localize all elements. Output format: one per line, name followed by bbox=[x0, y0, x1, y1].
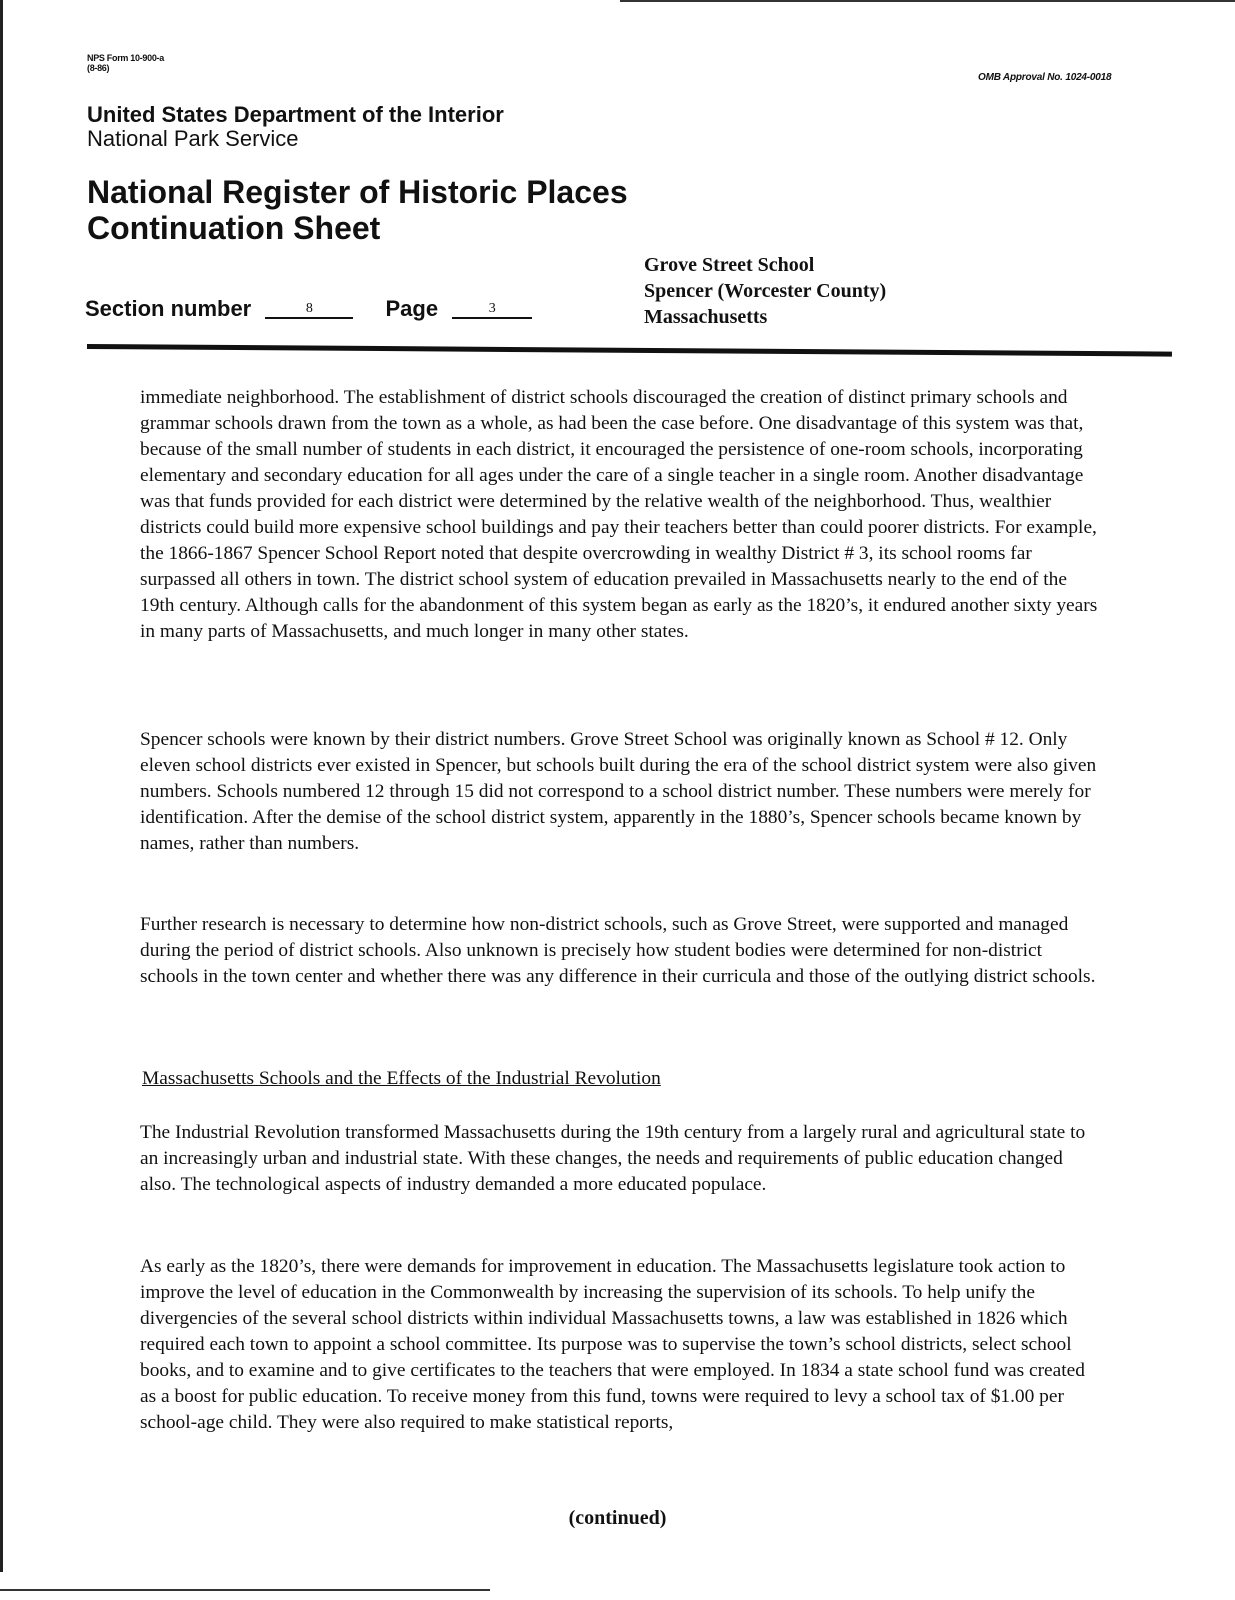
document-title bbox=[87, 174, 628, 246]
scan-edge-left bbox=[0, 0, 3, 1572]
title-line-1: National Register of Historic Places bbox=[87, 174, 628, 210]
paragraph-2: Spencer schools were known by their district numbers. Grove Street School was originally known as School # 12. Only eleven school districts ever existed in Spencer, but schools built during the era of the school district system were also given numbers. Schools numbered 12 through 15 did not correspond to a school district number. These numbers were merely for identification. After the demise of the school district system, apparently in the 1880’s, Spencer schools became known by names, rather than numbers. bbox=[140, 729, 1097, 854]
paragraph-5: As early as the 1820’s, there were demands for improvement in education. The Massachusetts legislature took action to improve the level of education in the Commonwealth by increasing the supervision of its schools. To help unify the divergencies of the several school districts within individual Massachusetts towns, a law was established in 1826 which required each town to appoint a school committee. Its purpose was to supervise the town’s school districts, select school books, and to examine and to give certificates to the teachers that were employed. In 1834 a state school fund was created as a boost for public education. To receive money from this fund, towns were required to levy a school tax of $1.00 per school-age child. They were also required to make statistical reports, bbox=[140, 1256, 1085, 1433]
section-number-label: Section number bbox=[85, 296, 252, 321]
paragraph-1: immediate neighborhood. The establishment of district schools discouraged the creation of distinct primary schools and grammar schools drawn from the town as a whole, as had been the case before. One disadvantage of this system was that, because of the small number of students in each district, it encouraged the persistence of one-room schools, incorporating elementary and secondary education for all ages under the care of a single teacher in a single room. Another disadvantage was that funds provided for each district were determined by the relative wealth of the neighborhood. Thus, wealthier districts could build more expensive school buildings and pay their teachers better than could poorer districts. For example, the 1866-1867 Spencer School Report noted that despite overcrowding in wealthy District # 3, its school rooms far surpassed all others in town. The district school system of education prevailed in Massachusetts nearly to the end of the 19th century. Although calls for the abandonment of this system began as early as the 1820’s, it endured another sixty years in many parts of Massachusetts, and much longer in many other states. bbox=[140, 387, 1098, 642]
paragraph-4: The Industrial Revolution transformed Massachusetts during the 19th century from a largely rural and agricultural state to an increasingly urban and industrial state. With these changes, the needs and requirements of public education changed also. The technological aspects of industry demanded a more educated populace. bbox=[140, 1122, 1086, 1195]
title-line-2: Continuation Sheet bbox=[87, 210, 381, 246]
page-label: Page bbox=[385, 296, 439, 321]
section-number-value: 8 bbox=[265, 301, 353, 319]
page-number-value: 3 bbox=[452, 301, 532, 319]
form-date: (8-86) bbox=[87, 63, 110, 73]
property-name: Grove Street School bbox=[644, 254, 815, 276]
agency-block bbox=[87, 103, 504, 151]
form-number: NPS Form 10-900-a bbox=[87, 53, 164, 63]
section-page-row bbox=[85, 296, 532, 322]
omb-approval: OMB Approval No. 1024-0018 bbox=[978, 72, 1112, 83]
property-block bbox=[644, 252, 886, 330]
form-identifier bbox=[87, 53, 164, 73]
department-name: United States Department of the Interior bbox=[87, 102, 504, 127]
scan-edge-top bbox=[620, 0, 1235, 2]
section-heading: Massachusetts Schools and the Effects of the Industrial Revolution bbox=[142, 1068, 661, 1089]
header-rule bbox=[87, 344, 1172, 357]
paragraph-3: Further research is necessary to determine how non-district schools, such as Grove Street, were supported and managed during the period of district schools. Also unknown is precisely how student bodies were determined for non-district schools in the town center and whether there was any difference in their curricula and those of the outlying district schools. bbox=[140, 914, 1096, 987]
property-state: Massachusetts bbox=[644, 306, 768, 328]
scan-edge-bottom bbox=[0, 1589, 490, 1591]
property-location: Spencer (Worcester County) bbox=[644, 280, 887, 302]
continued-note: (continued) bbox=[568, 1507, 667, 1529]
service-name: National Park Service bbox=[87, 126, 299, 151]
